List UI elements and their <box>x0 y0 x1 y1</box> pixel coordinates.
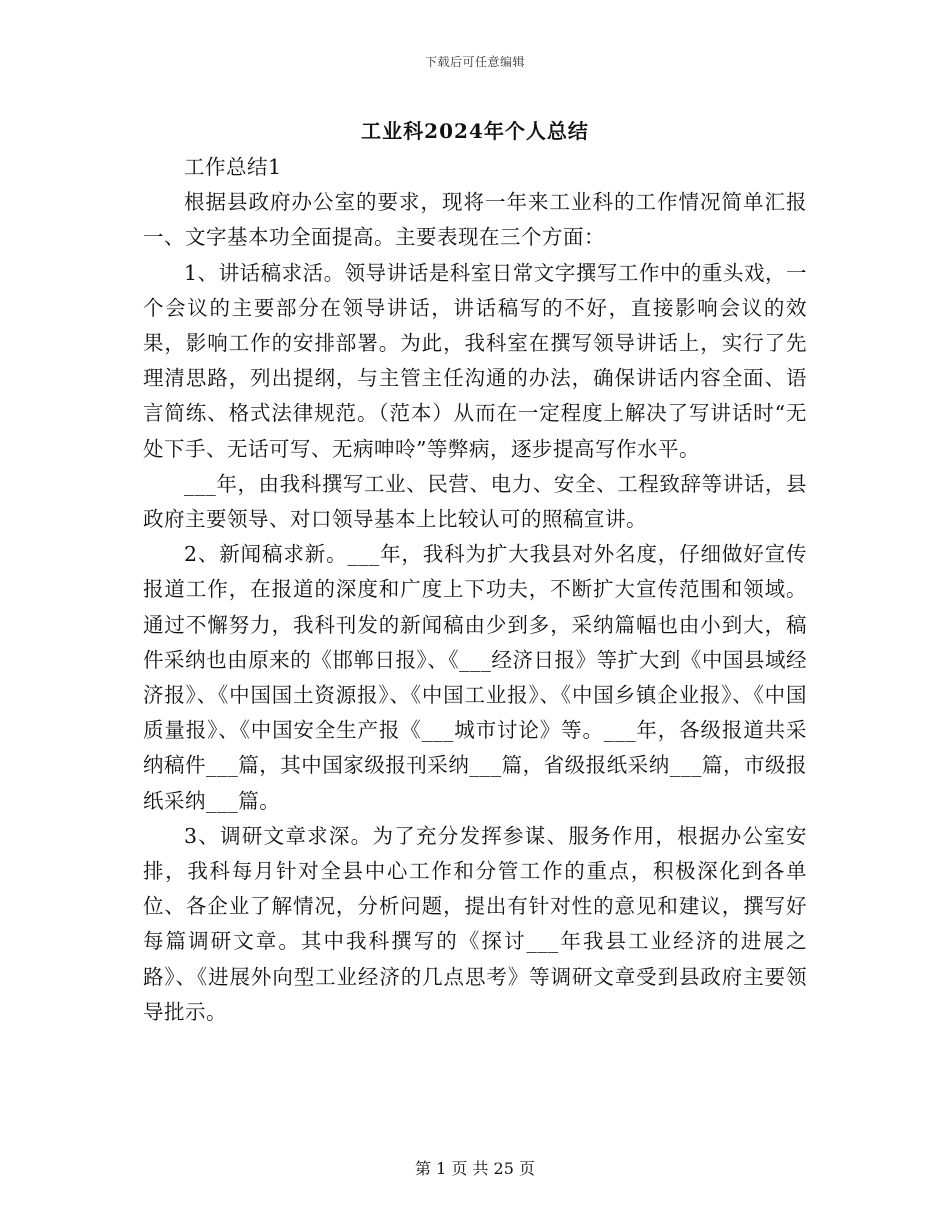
header-note: 下载后可任意编辑 <box>424 55 525 69</box>
section-heading: 工作总结1 <box>184 155 282 179</box>
paragraph-speech: 1、讲话稿求活。领导讲话是科室日常文字撰写工作中的重头戏，一个会议的主要部分在领导讲话，讲话稿写的不好，直接影响会议的效果，影响工作的安排部署。为此，我科室在撰写领导讲话上，实行了先理清思路，列出提纲，与主管主任沟通的办法，确保讲话内容全面、语言简练、格式法律规范。（范本）从而在一定程度上解决了写讲话时“无处下手、无话可写、无病呻呤”等弊病，逐步提高写作水平。 <box>143 260 807 461</box>
paragraph-intro: 根据县政府办公室的要求，现将一年来工业科的工作情况简单汇报一、文字基本功全面提高。主要表现在三个方面： <box>143 190 807 250</box>
document-body <box>143 150 807 1030</box>
paragraph-speech-result: ___年，由我科撰写工业、民营、电力、安全、工程致辞等讲话，县政府主要领导、对口领导基本上比较认可的照稿宣讲。 <box>143 471 807 532</box>
paragraph-news: 2、新闻稿求新。___年，我科为扩大我县对外名度，仔细做好宣传报道工作，在报道的深度和广度上下功夫，不断扩大宣传范围和领域。通过不懈努力，我科刊发的新闻稿由少到多，采纳篇幅也由小到大，稿件采纳也由原来的《邯郸日报》、《___经济日报》等扩大到《中国县域经济报》、《中国国土资源报》、《中国工业报》、《中国乡镇企业报》、《中国质量报》、《中国安全生产报《___城市讨论》等。___年，各级报道共采纳稿件___篇，其中国家级报刊采纳___篇，省级报纸采纳___篇，市级报纸采纳___篇。 <box>143 542 807 813</box>
document-title: 工业科2024年个人总结 <box>361 119 589 143</box>
paragraph-research: 3、调研文章求深。为了充分发挥参谋、服务作用，根据办公室安排，我科每月针对全县中心工作和分管工作的重点，积极深化到各单位、各企业了解情况，分析问题，提出有针对性的意见和建议，撰写好每篇调研文章。其中我科撰写的《探讨___年我县工业经济的进展之路》、《进展外向型工业经济的几点思考》等调研文章受到县政府主要领导批示。 <box>143 823 807 1024</box>
page-number-footer: 第 1 页 共 25 页 <box>415 1159 535 1178</box>
